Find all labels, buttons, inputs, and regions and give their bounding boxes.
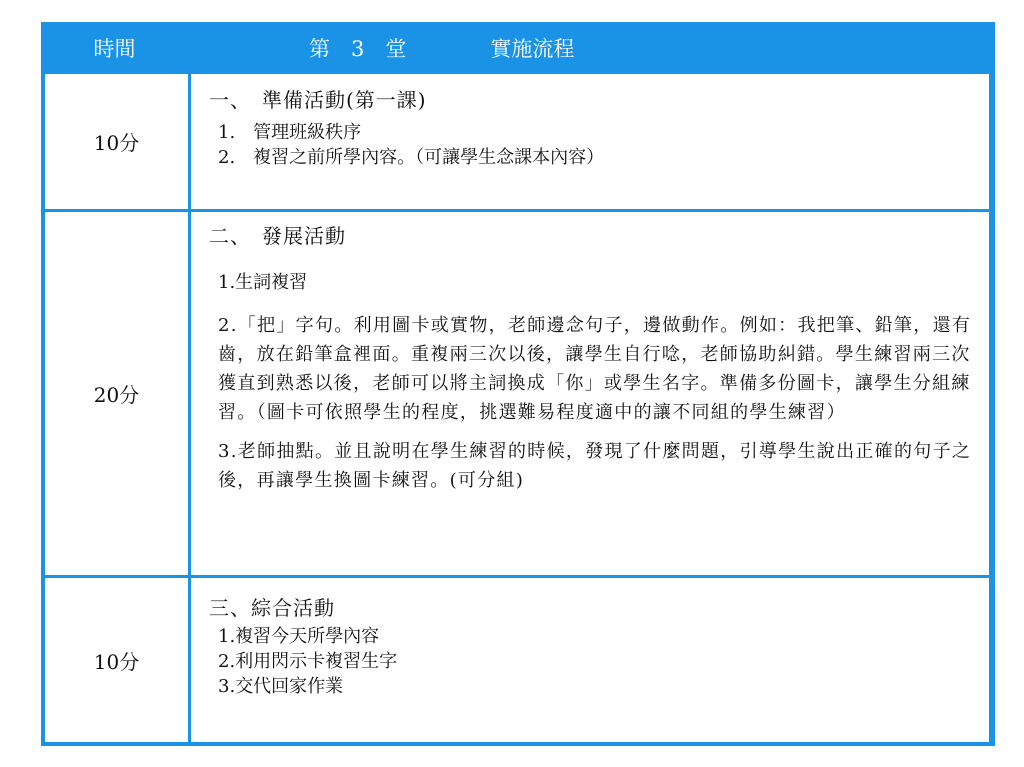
- row2-item-1: 1.生詞複習: [218, 272, 308, 293]
- row1-item-1: 1. 管理班級秩序: [218, 122, 362, 143]
- header-title: [191, 22, 995, 74]
- row1-time: 10分: [45, 74, 188, 209]
- header-time: 時間: [93, 37, 136, 61]
- row2-time: 20分: [45, 212, 188, 575]
- row3-item-1: 1.複習今天所學內容: [218, 626, 380, 647]
- row1-title: 一、 準備活動(第一課): [209, 88, 427, 112]
- row2-title: 二、 發展活動: [209, 224, 346, 248]
- row1-activity: [191, 74, 989, 209]
- row3-item-2: 2.利用閃示卡複習生字: [218, 651, 398, 672]
- row3-item-3: 3.交代回家作業: [218, 676, 344, 697]
- row3-title: 三、綜合活動: [209, 596, 335, 620]
- row2-item-3: 3.老師抽點。並且說明在學生練習的時候，發現了什麼問題，引導學生說出正確的句子之後，再讓學生換圖卡練習。(可分組): [218, 441, 972, 491]
- row2-activity: [191, 212, 989, 575]
- row3-time: 10分: [45, 578, 188, 742]
- row3-activity: [191, 578, 989, 742]
- header-title-text: 第 3 堂 實施流程: [309, 37, 575, 61]
- row1-item-2: 2. 複習之前所學內容。（可讓學生念課本內容）: [218, 147, 605, 168]
- lesson-plan-table: [41, 22, 995, 746]
- row2-item-2: 2.「把」字句。利用圖卡或實物，老師邊念句子，邊做動作。例如：我把筆、鉛筆，還有齒，放在鉛筆盒裡面。重複兩三次以後，讓學生自行唸，老師協助糾錯。學生練習兩三次獲直到熟悉以後，老師可以將主詞換成「你」或學生名字。準備多份圖卡，讓學生分組練習。（圖卡可依照學生的程度，挑選難易程度適中的讓不同組的學生練習）: [218, 315, 972, 423]
